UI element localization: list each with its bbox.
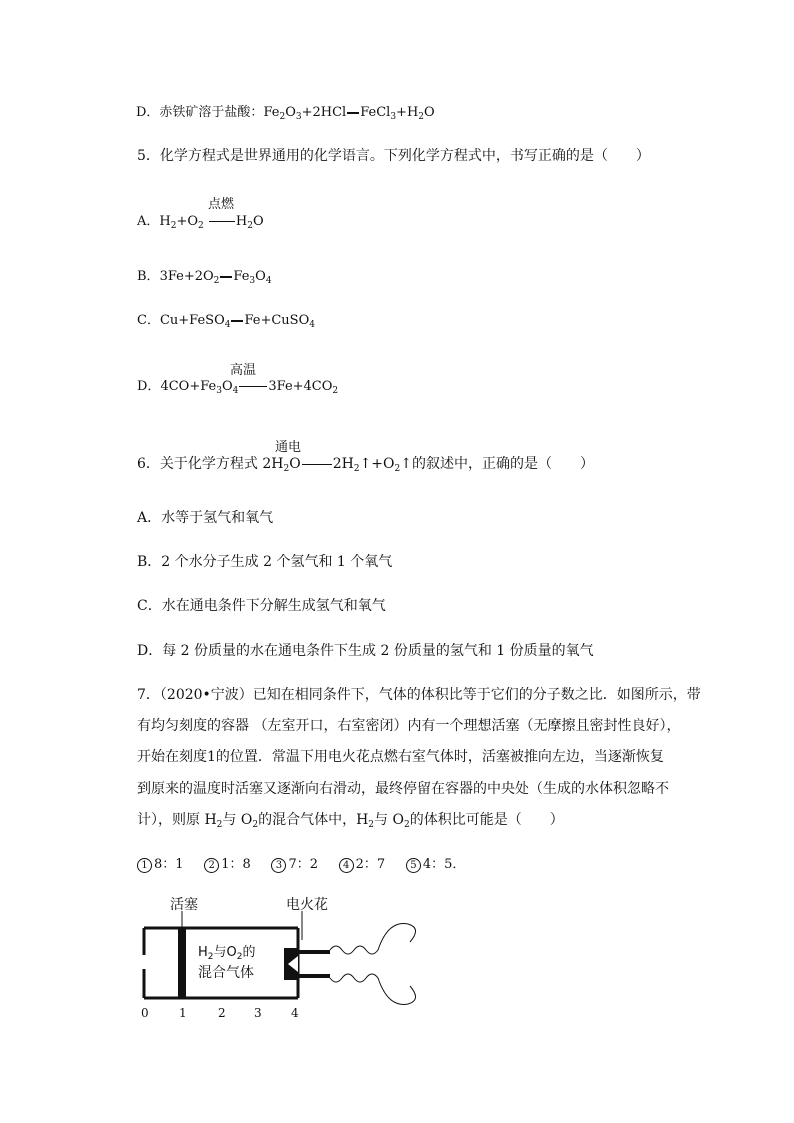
q6-option-a: A．水等于氢气和氧气 <box>137 510 274 526</box>
choice-2: 2 1：8 <box>204 857 251 872</box>
q7-stem-line3: 开始在刻度1的位置．常温下用电火花点燃右室气体时，活塞被推向左边，当逐渐恢复 <box>137 749 664 765</box>
q6-option-c: C．水在通电条件下分解生成氢气和氧气 <box>137 598 386 614</box>
choice-3: 3 7：2 <box>271 857 318 872</box>
gas-label-line2: 混合气体 <box>198 965 254 981</box>
q7-stem-line4: 到原来的温度时活塞又逐渐向右滑动，最终停留在容器的中央处（生成的水体积忽略不 <box>137 781 669 797</box>
choice-1: 1 8：1 <box>137 857 184 872</box>
formula: $Fe_2O_3+2HCl$ $FeCl_3+H_2O$ <box>263 105 435 122</box>
q7-stem-line2: 有均匀刻度的容器 （左室开口，右室密闭）内有一个理想活塞（无摩擦且密封性良好）， <box>137 718 681 734</box>
q5-option-b: B．$3Fe+2O_2$ $Fe_3O_4$ <box>137 269 272 286</box>
q6-option-b: B．2 个水分子生成 2 个氢气和 1 个氧气 <box>137 554 393 570</box>
q5-stem: 5．化学方程式是世界通用的化学语言。下列化学方程式中，书写正确的是（ ） <box>137 148 650 164</box>
q6-option-d: D．每 2 份质量的水在通电条件下生成 2 份质量的氢气和 1 份质量的氧气 <box>137 643 594 659</box>
q7-stem-line1: 7．（2020•宁波）已知在相同条件下，气体的体积比等于它们的分子数之比．如图所示，带 <box>137 687 701 703</box>
q5-option-a: A．$H_2+O_2$ $H_2O$ <box>137 214 264 231</box>
tick-label: 0 <box>141 1006 149 1020</box>
q5-option-c: C．Cu+FeSO$_4$ Fe+CuSO$_4$ <box>137 313 315 330</box>
spark-label: 电火花 <box>286 897 328 913</box>
choice-5: 5 4：5． <box>406 857 466 872</box>
tick-label: 4 <box>291 1006 299 1020</box>
q6-stem: 6．关于化学方程式 $2H_2O$ $2H_2↑+O_2↑$的叙述中，正确的是（ ） <box>137 456 594 474</box>
gas-label-line1: $H_2$与$O_2$的 <box>198 945 256 962</box>
reaction-condition: 点燃 <box>208 197 235 212</box>
q4-option-d: D．赤铁矿溶于盐酸：$Fe_2O_3+2HCl$ $FeCl_3+H_2O$ <box>136 105 435 122</box>
q7-stem-line5: 计），则原 $H_2$与 $O_2$的混合气体中，$H_2$与 $O_2$的体积比可能是（ ） <box>137 812 564 830</box>
tick-label: 3 <box>254 1006 262 1020</box>
reaction-condition: 高温 <box>230 363 257 378</box>
choice-4: 4 2：7 <box>339 857 386 872</box>
piston-label: 活塞 <box>170 897 198 913</box>
tick-label: 2 <box>218 1006 226 1020</box>
tick-label: 1 <box>179 1006 187 1020</box>
q5-option-d: D．$4CO+Fe_3O_4$ $3Fe+4CO_2$ <box>137 379 339 396</box>
reaction-condition: 通电 <box>275 440 302 455</box>
